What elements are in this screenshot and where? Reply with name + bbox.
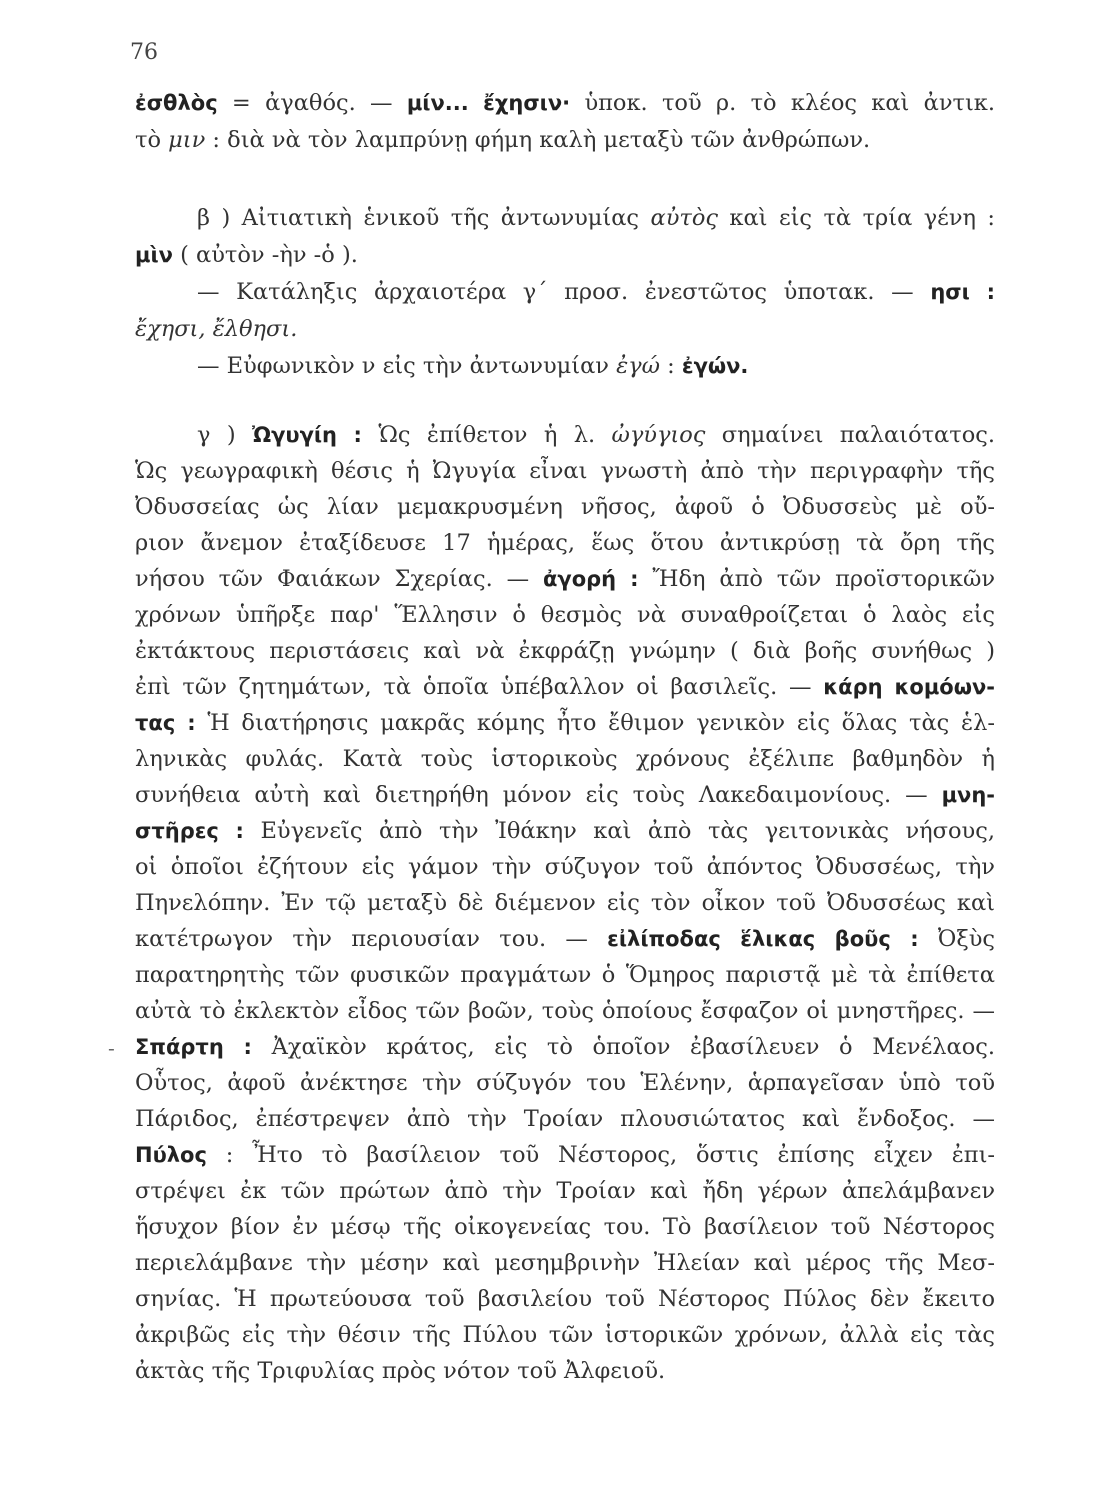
italic-text: ἐγώ <box>616 353 660 379</box>
text-line <box>135 1068 995 1098</box>
term-headword: κάρη κομόων- <box>823 675 995 699</box>
text-line <box>135 852 995 882</box>
text-line <box>135 888 995 918</box>
text-run: νήσου τῶν Φαιάκων Σχερίας. — <box>135 566 543 592</box>
page-number: 76 <box>130 40 158 65</box>
text-line <box>135 277 995 307</box>
text-run: Ἤδη ἀπὸ τῶν προϊστορικῶν <box>638 566 996 592</box>
text-line <box>135 600 995 630</box>
term-headword: Σπάρτη : <box>135 1035 252 1059</box>
text-run: περιελάμβανε τὴν μέσην καὶ μεσημβρινὴν Ἠλείαν καὶ μέρος τῆς Μεσ- <box>135 1250 995 1276</box>
text-line <box>135 125 995 155</box>
text-run: γ ) <box>197 422 252 448</box>
italic-text: αὐτὸς <box>650 205 718 231</box>
text-line <box>135 351 995 381</box>
text-line <box>135 528 995 558</box>
text-line <box>135 314 995 344</box>
text-run: σημαίνει παλαιότατος. <box>705 422 996 448</box>
text-line <box>135 1140 995 1170</box>
italic-text: μιν <box>168 127 206 153</box>
text-run: στρέψει ἐκ τῶν πρώτων ἀπὸ τὴν Τροίαν καὶ ἤδη γέρων ἀπελάμβανεν <box>135 1178 995 1204</box>
text-line <box>135 960 995 990</box>
text-run: Οὗτος, ἀφοῦ ἀνέκτησε τὴν σύζυγόν του Ἑλένην, ἁρπαγεῖσαν ὑπὸ τοῦ <box>135 1070 995 1096</box>
margin-mark: - <box>108 1036 115 1060</box>
text-line <box>135 420 995 450</box>
term-headword: ἀγορή : <box>542 567 639 591</box>
text-run: ἀκριβῶς εἰς τὴν θέσιν τῆς Πύλου τῶν ἱστορικῶν χρόνων, ἀλλὰ εἰς τὰς <box>135 1322 995 1348</box>
text-run: σηνίας. Ἡ πρωτεύουσα τοῦ βασιλείου τοῦ Νέστορος Πύλος δὲν ἔκειτο <box>135 1286 995 1312</box>
text-run: β ) Αἰτιατικὴ ἑνικοῦ τῆς ἀντωνυμίας <box>197 205 651 231</box>
term-headword: ἐγών. <box>681 354 749 378</box>
text-run: ἐπὶ τῶν ζητημάτων, τὰ ὁποῖα ὑπέβαλλον οἱ βασιλεῖς. — <box>135 674 824 700</box>
text-line <box>135 672 995 702</box>
text-line <box>135 1104 995 1134</box>
text-run: = ἀγαθός. — <box>217 90 407 116</box>
text-run: Ὀξὺς <box>918 926 996 952</box>
text-run: Εὐγενεῖς ἀπὸ τὴν Ἰθάκην καὶ ἀπὸ τὰς γειτονικὰς νήσους, <box>243 818 995 844</box>
text-run: ὑποκ. τοῦ ρ. τὸ κλέος καὶ ἀντικ. <box>570 90 995 116</box>
text-line <box>135 1176 995 1206</box>
term-headword: Ὠγυγίη : <box>252 423 362 447</box>
text-run: κατέτρωγον τὴν περιουσίαν του. — <box>135 926 608 952</box>
text-line <box>135 203 995 233</box>
text-line <box>135 456 995 486</box>
text-line <box>135 744 995 774</box>
term-headword: Πύλος <box>135 1143 207 1167</box>
text-run: χρόνων ὑπῆρξε παρ' Ἕλλησιν ὁ θεσμὸς νὰ συναθροίζεται ὁ λαὸς εἰς <box>135 602 995 628</box>
term-headword: εἰλίποδας ἕλικας βοῦς : <box>607 927 919 951</box>
text-run: Ὀδυσσείας ὡς λίαν μεμακρυσμένη νῆσος, ἀφοῦ ὁ Ὀδυσσεὺς μὲ οὔ- <box>135 494 995 520</box>
text-run: ( αὐτὸν -ὴν -ὁ ). <box>172 242 358 268</box>
text-run: ληνικὰς φυλάς. Κατὰ τοὺς ἱστορικοὺς χρόνους ἐξέλιπε βαθμηδὸν ἡ <box>135 746 995 772</box>
text-run: Πάριδος, ἐπέστρεψεν ἀπὸ τὴν Τροίαν πλουσιώτατος καὶ ἔνδοξος. — <box>135 1106 995 1132</box>
term-headword: τας : <box>135 711 196 735</box>
text-run: — Εὐφωνικὸν ν εἰς τὴν ἀντωνυμίαν <box>197 353 617 379</box>
term-headword: μνη- <box>941 783 995 807</box>
text-run: Ἀχαϊκὸν κράτος, εἰς τὸ ὁποῖον ἐβασίλευεν ὁ Μενέλαος. <box>251 1034 995 1060</box>
text-line <box>135 996 995 1026</box>
text-line <box>135 1248 995 1278</box>
text-line <box>135 1356 995 1386</box>
term-headword: μίν... ἔχησιν· <box>406 91 571 115</box>
text-line <box>135 636 995 666</box>
text-line <box>135 1032 995 1062</box>
text-line <box>135 708 995 738</box>
text-line <box>135 1320 995 1350</box>
text-run: τὸ <box>135 127 169 153</box>
text-run: Ὡς ἐπίθετον ἡ λ. <box>361 422 612 448</box>
text-line <box>135 492 995 522</box>
text-run: Πηνελόπην. Ἐν τῷ μεταξὺ δὲ διέμενον εἰς τὸν οἶκον τοῦ Ὀδυσσέως καὶ <box>135 890 995 916</box>
text-run: αὐτὰ τὸ ἐκλεκτὸν εἶδος τῶν βοῶν, τοὺς ὁποίους ἔσφαζον οἱ μνηστῆρες. — <box>135 998 995 1024</box>
text-run: — Κατάληξις ἀρχαιοτέρα γ΄ προσ. ἐνεστῶτος ὑποτακ. — <box>197 279 931 305</box>
text-line <box>135 1284 995 1314</box>
term-headword: ἐσθλὸς <box>135 91 218 115</box>
text-run: συνήθεια αὐτὴ καὶ διετηρήθη μόνον εἰς τοὺς Λακεδαιμονίους. — <box>135 782 942 808</box>
text-run: Ὡς γεωγραφικὴ θέσις ἡ Ὠγυγία εἶναι γνωστὴ ἀπὸ τὴν περιγραφὴν τῆς <box>135 458 995 484</box>
text-line <box>135 780 995 810</box>
text-run: οἱ ὁποῖοι ἐζήτουν εἰς γάμον τὴν σύζυγον τοῦ ἀπόντος Ὀδυσσέως, τὴν <box>135 854 995 880</box>
term-headword: μὶν <box>135 243 173 267</box>
text-run: παρατηρητὴς τῶν φυσικῶν πραγμάτων ὁ Ὅμηρος παριστᾷ μὲ τὰ ἐπίθετα <box>135 962 995 988</box>
term-headword: ησι : <box>930 280 996 304</box>
term-headword: στῆρες : <box>135 819 244 843</box>
text-run: : Ἦτο τὸ βασίλειον τοῦ Νέστορος, ὅστις ἐπίσης εἶχεν ἐπι- <box>206 1142 995 1168</box>
text-run: καὶ εἰς τὰ τρία γένη : <box>717 205 996 231</box>
text-run: ἀκτὰς τῆς Τριφυλίας πρὸς νότον τοῦ Ἀλφειοῦ. <box>135 1358 666 1384</box>
text-run: : διὰ νὰ τὸν λαμπρύνῃ φήμη καλὴ μεταξὺ τῶν ἀνθρώπων. <box>205 127 871 153</box>
text-line <box>135 240 995 270</box>
text-run: ριον ἄνεμον ἐταξίδευσε 17 ἡμέρας, ἕως ὅτου ἀντικρύσῃ τὰ ὄρη τῆς <box>135 530 995 556</box>
text-line <box>135 924 995 954</box>
text-line <box>135 564 995 594</box>
text-run: Ἡ διατήρησις μακρᾶς κόμης ἦτο ἔθιμον γενικὸν εἰς ὅλας τὰς ἑλ- <box>195 710 995 736</box>
text-line <box>135 1212 995 1242</box>
text-run: ἐκτάκτους περιστάσεις καὶ νὰ ἐκφράζῃ γνώμην ( διὰ βοῆς συνήθως ) <box>135 638 995 664</box>
italic-text: ὠγύγιος <box>611 422 706 448</box>
text-line <box>135 88 995 118</box>
text-run: : <box>659 353 682 379</box>
text-line <box>135 816 995 846</box>
italic-text: ἔχησι, ἔλθησι. <box>135 316 298 342</box>
text-run: ἥσυχον βίον ἐν μέσῳ τῆς οἰκογενείας του. Τὸ βασίλειον τοῦ Νέστορος <box>135 1214 995 1240</box>
